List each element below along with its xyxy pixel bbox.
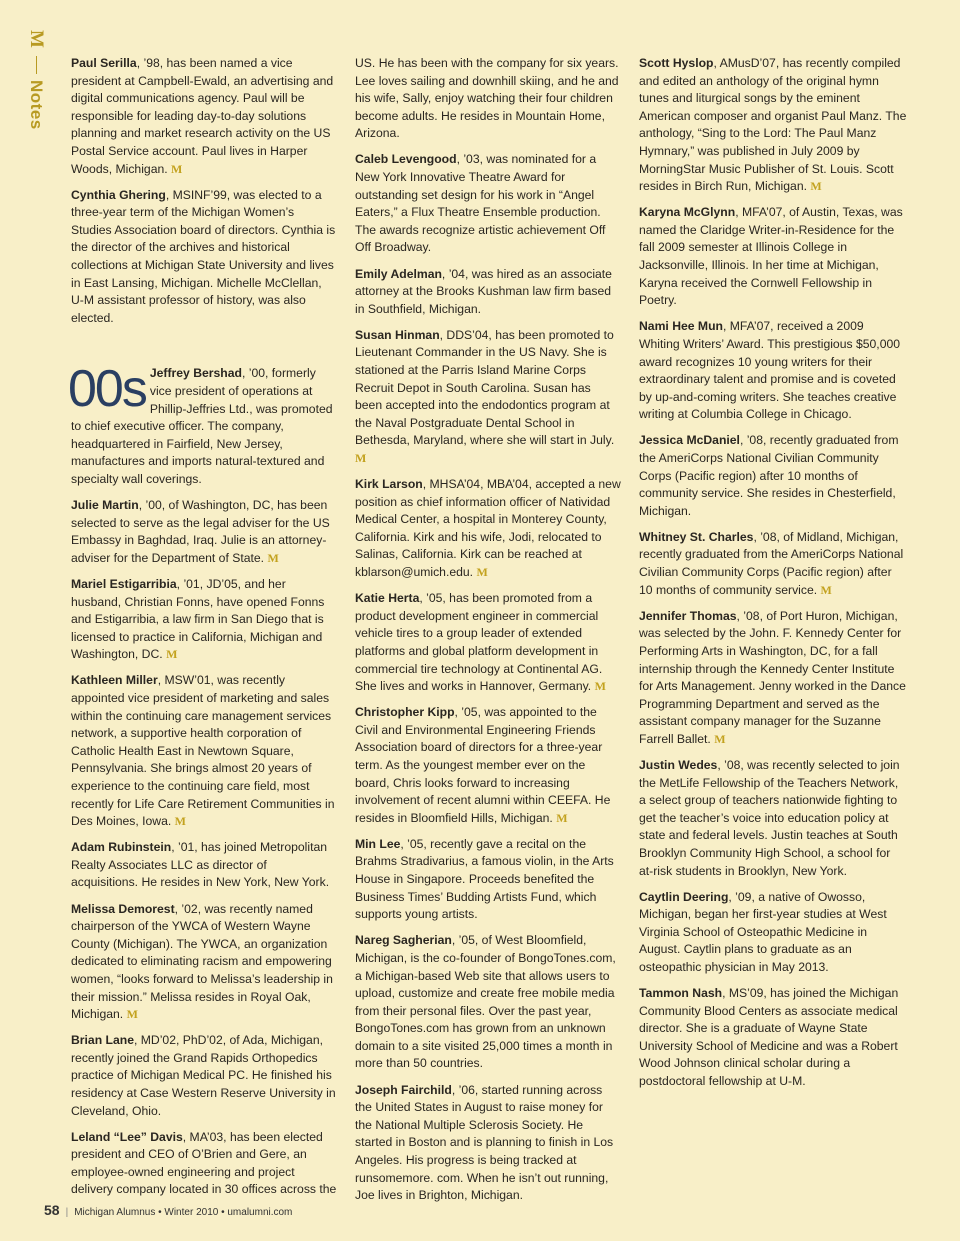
tab-divider — [36, 56, 37, 74]
note-text: , MFA’07, received a 2009 Whiting Writers’ Award. This prestigious $50,000 award recognizes 10 young writers for their extraordinary talent and promise and is coveted by up-and-coming writers. She teaches creative writing at Columbia College in Chicago. — [639, 319, 901, 422]
alumni-note — [355, 266, 621, 319]
note-text: , ’05, recently gave a recital on the Brahms Stradivarius, a famous violin, in the Arts House in Singapore. Proceeds benefited the Business Times’ Budding Artists Fund, which supports young artists. — [355, 836, 614, 922]
m-logo: M — [26, 30, 47, 48]
end-mark-icon: M — [476, 565, 488, 580]
note-text: , ’08, was recently selected to join the MetLife Fellowship of the Teachers Network, a select group of teachers nationwide fighting to get the teacher’s voice into education policy at state and federal levels. Justin teaches at South Brooklyn Community High School, a school for at-risk students in Brooklyn, New York. — [639, 757, 900, 878]
end-mark-icon: M — [355, 450, 367, 465]
note-text: , MSINF’99, was elected to a three-year term of the Michigan Women’s Studies Association board of directors. Cynthia is the director of the archives and historical collections at Michigan State University and lives in East Lansing, Michigan. Michelle McClellan, U-M assistant professor of history, was also elected. — [71, 187, 336, 325]
note-text: , ’02, was recently named chairperson of the YWCA of Western Wayne County (Michigan). The YWCA, an organization dedicated to eliminating racism and empowering women, “looks forward to Melissa’s leadership in their mission.” Melissa resides in Royal Oak, Michigan. — [71, 901, 333, 1022]
alumni-note — [71, 839, 337, 892]
alumni-name: Adam Rubinstein — [71, 840, 172, 855]
alumni-note — [355, 476, 621, 582]
alumni-name: Whitney St. Charles — [639, 529, 754, 544]
alumni-note — [355, 327, 621, 468]
column-2 — [355, 55, 621, 1213]
alumni-name: Jessica McDaniel — [639, 433, 740, 448]
note-text: , MD’02, PhD’02, of Ada, Michigan, recently joined the Grand Rapids Orthopedics practice of Michigan Medical PC. He finished his residency at Case Western Reserve University in Cleveland, Ohio. — [71, 1033, 336, 1118]
alumni-name: Mariel Estigarribia — [71, 576, 177, 591]
footer-separator: | — [65, 1207, 69, 1218]
note-text: , ’00, formerly vice president of operations at Phillip-Jeffries Ltd., was promoted to chief executive officer. The company, headquartered in Fairfield, New Jersey, manufactures and imports natural-textured and specialty wall coverings. — [71, 366, 333, 486]
alumni-name: Karyna McGlynn — [639, 205, 736, 220]
end-mark-icon: M — [267, 550, 279, 565]
page-number: 58 — [44, 1202, 60, 1218]
note-text: , AMusD’07, has recently compiled and edited an anthology of the original hymn tunes and liturgical songs by the eminent American composer and organist Paul Manz. The anthology, “Sing to the Lord: The Paul Manz Hymnary,” was published in July 2009 by MorningStar Music Publisher of St. Louis. Scott resides in Birch Run, Michigan. — [639, 56, 907, 194]
alumni-name: Brian Lane — [71, 1033, 134, 1048]
alumni-name: Leland “Lee” Davis — [71, 1129, 183, 1144]
alumni-note — [639, 608, 907, 749]
alumni-note — [71, 497, 337, 567]
column-3 — [639, 55, 907, 1099]
end-mark-icon: M — [556, 810, 568, 825]
alumni-name: Nami Hee Mun — [639, 319, 723, 334]
note-text: , ’08, of Midland, Michigan, recently graduated from the AmeriCorps National Civilian Community Corps (Pacific region) after 10 months of community service. — [639, 529, 904, 597]
alumni-note — [639, 529, 907, 599]
alumni-name: Scott Hyslop — [639, 56, 714, 70]
alumni-name: Jennifer Thomas — [639, 608, 737, 623]
alumni-note — [71, 55, 337, 178]
alumni-note — [71, 1129, 337, 1199]
alumni-note — [71, 672, 337, 830]
page-footer — [44, 1202, 292, 1218]
alumni-note — [71, 187, 337, 328]
alumni-name: Cynthia Ghering — [71, 187, 166, 202]
alumni-name: Susan Hinman — [355, 327, 440, 342]
end-mark-icon: M — [166, 647, 178, 662]
note-text: , MA’03, has been elected president and CEO of O’Brien and Gere, an employee-owned engineering and project delivery company located in 30 offices across the — [71, 1129, 337, 1197]
alumni-note — [355, 1082, 621, 1205]
note-text: , ’00, of Washington, DC, has been selected to serve as the legal adviser for the US Embassy in Baghdad, Iraq. Julie is an attorney-adviser for the Department of State. — [71, 498, 330, 565]
alumni-note — [639, 757, 907, 880]
alumni-note — [639, 318, 907, 424]
alumni-name: Melissa Demorest — [71, 901, 175, 916]
alumni-name: Katie Herta — [355, 591, 420, 606]
alumni-note — [639, 985, 907, 1091]
note-text: , MS’09, has joined the Michigan Community Blood Centers as associate medical director. She is a graduate of Wayne State University School of Medicine and was a Robert Wood Johnson clinical scholar during a postdoctoral fellowship at U-M. — [639, 986, 899, 1089]
alumni-name: Tammon Nash — [639, 986, 723, 1001]
note-text: , ’03, was nominated for a New York Innovative Theatre Award for outstanding set design for his work in “Angel Eaters,” a Flux Theatre Ensemble production. The awards recognize artistic achievement Off Off Broadway. — [355, 152, 606, 255]
alumni-note — [639, 55, 907, 196]
alumni-name: Min Lee — [355, 836, 401, 851]
alumni-note — [355, 836, 621, 924]
alumni-name: Caleb Levengood — [355, 152, 457, 167]
note-text: , MFA’07, of Austin, Texas, was named the Claridge Writer-in-Residence for the fall 2009 semester at Illinois College in Jacksonville, Illinois. In her time at Michigan, Karyna received the Cornwell Fellowship in Poetry. — [639, 205, 903, 308]
alumni-note — [639, 204, 907, 310]
section-tab — [25, 28, 47, 130]
alumni-name: Christopher Kipp — [355, 705, 455, 720]
note-text: , DDS’04, has been promoted to Lieutenant Commander in the US Navy. She is stationed at the Parris Island Marine Corps Recruit Depot in South Carolina. Susan has been accepted into the endodontics program at the Naval Postgraduate Dental School in Bethesda, Maryland, where she will start in July. — [355, 327, 615, 448]
alumni-name: Nareg Sagherian — [355, 933, 452, 948]
end-mark-icon: M — [714, 731, 726, 746]
end-mark-icon: M — [594, 679, 606, 694]
note-text: , ’01, has joined Metropolitan Realty Associates LLC as director of acquisitions. He resides in New York, New York. — [71, 840, 330, 890]
note-text: , MSW’01, was recently appointed vice president of marketing and sales within the continuing care management services network, a supportive health corporation of Catholic Health East in Newtown Square, Pennsylvania. She brings almost 20 years of experience to the continuing care field, most recently for Life Care Retirement Communities in Des Moines, Iowa. — [71, 673, 335, 829]
note-text: , ’05, has been promoted from a product development engineer in commercial vehicle tires to a group leader of extended platforms and global platform development in commercial tire technology at Continental AG. She lives and works in Hannover, Germany. — [355, 591, 603, 694]
alumni-note — [68, 360, 337, 488]
alumni-name: Kirk Larson — [355, 477, 423, 492]
note-text: , ’01, JD’05, and her husband, Christian Fonns, have opened Fonns and Estigarribia, a law firm in San Diego that is licensed to practice in California, Michigan and Washington, DC. — [71, 576, 325, 662]
alumni-note — [355, 151, 621, 257]
alumni-note — [71, 576, 337, 664]
alumni-note — [639, 889, 907, 977]
note-text: , ’08, of Port Huron, Michigan, was selected by the John. F. Kennedy Center for Performing Arts in Washington, DC, for a fall internship through the Kennedy Center Institute for Arts Management. Jenny worked in the Dance Programming Department and served as the assistant company manager for the Suzanne Farrell Ballet. — [639, 608, 906, 746]
alumni-note — [71, 901, 337, 1024]
alumni-name: Caytlin Deering — [639, 889, 729, 904]
alumni-note — [355, 55, 621, 143]
alumni-name: Joseph Fairchild — [355, 1082, 452, 1097]
alumni-name: Julie Martin — [71, 498, 139, 513]
alumni-note — [355, 590, 621, 696]
note-text: , ’06, started running across the United States in August to raise money for the National Multiple Sclerosis Society. He started in Boston and is planning to finish in Los Angeles. His progress is being tracked at runsomemore. com. When he isn’t out running, Joe lives in Brighton, Michigan. — [355, 1082, 614, 1203]
decade-heading: 00s — [68, 360, 146, 419]
end-mark-icon: M — [171, 161, 183, 176]
end-mark-icon: M — [174, 814, 186, 829]
note-text: , ’98, has been named a vice president at Campbell-Ewald, an advertising and digital communications agency. Paul will be responsible for leading day-to-day solutions planning and market research activity on the US Postal Service account. Paul lives in Harper Woods, Michigan. — [71, 56, 334, 176]
note-text: , ’04, was hired as an associate attorney at the Brooks Kushman law firm based in Southfield, Michigan. — [355, 266, 612, 316]
alumni-name: Jeffrey Bershad — [149, 366, 242, 381]
note-text: , ’08, recently graduated from the AmeriCorps National Civilian Community Corps (Pacific region) after 10 months of community service. She resides in Chesterfield, Michigan. — [639, 433, 899, 518]
note-text: US. He has been with the company for six years. Lee loves sailing and downhill skiing, and he and his wife, Sally, enjoy watching their four children become adults. He resides in Mountain Home, Arizona. — [355, 56, 619, 141]
alumni-note — [355, 932, 621, 1073]
note-text: , ’09, a native of Owosso, Michigan, began her first-year studies at West Virginia School of Osteopathic Medicine in August. Caytlin plans to graduate as an osteopathic physician in May 2013. — [639, 889, 887, 974]
note-text: , ’05, of West Bloomfield, Michigan, is the co-founder of BongoTones.com, a Michigan-based Web site that allows users to upload, customize and create free mobile media from their personal files. Over the past year, BongoTones.com has grown from an unknown domain to a site visited 25,000 times a month in more than 50 countries. — [355, 933, 616, 1071]
alumni-note — [639, 432, 907, 520]
alumni-name: Paul Serilla — [71, 56, 137, 70]
alumni-note — [355, 704, 621, 827]
alumni-name: Kathleen Miller — [71, 673, 158, 688]
note-text: , ’05, was appointed to the Civil and Environmental Engineering Friends Association board of directors for a three-year term. As the youngest member ever on the board, Chris looks forward to increasing involvement of recent alumni within CEEFA. He resides in Bloomfield Hills, Michigan. — [355, 705, 611, 825]
end-mark-icon: M — [820, 582, 832, 597]
footer-publication: Michigan Alumnus • Winter 2010 • umalumni.com — [74, 1207, 293, 1218]
column-1 — [68, 55, 337, 1208]
alumni-note — [71, 1032, 337, 1120]
end-mark-icon: M — [810, 179, 822, 194]
end-mark-icon: M — [126, 1007, 138, 1022]
alumni-name: Emily Adelman — [355, 266, 442, 281]
section-label: Notes — [27, 80, 46, 130]
alumni-name: Justin Wedes — [639, 757, 718, 772]
note-text: , MHSA’04, MBA’04, accepted a new position as chief information officer of Natividad Medical Center, a hospital in Monterey County, California. Kirk and his wife, Jodi, relocated to Salinas, California. Kirk can be reached at kblarson@umich.edu. — [355, 477, 621, 580]
